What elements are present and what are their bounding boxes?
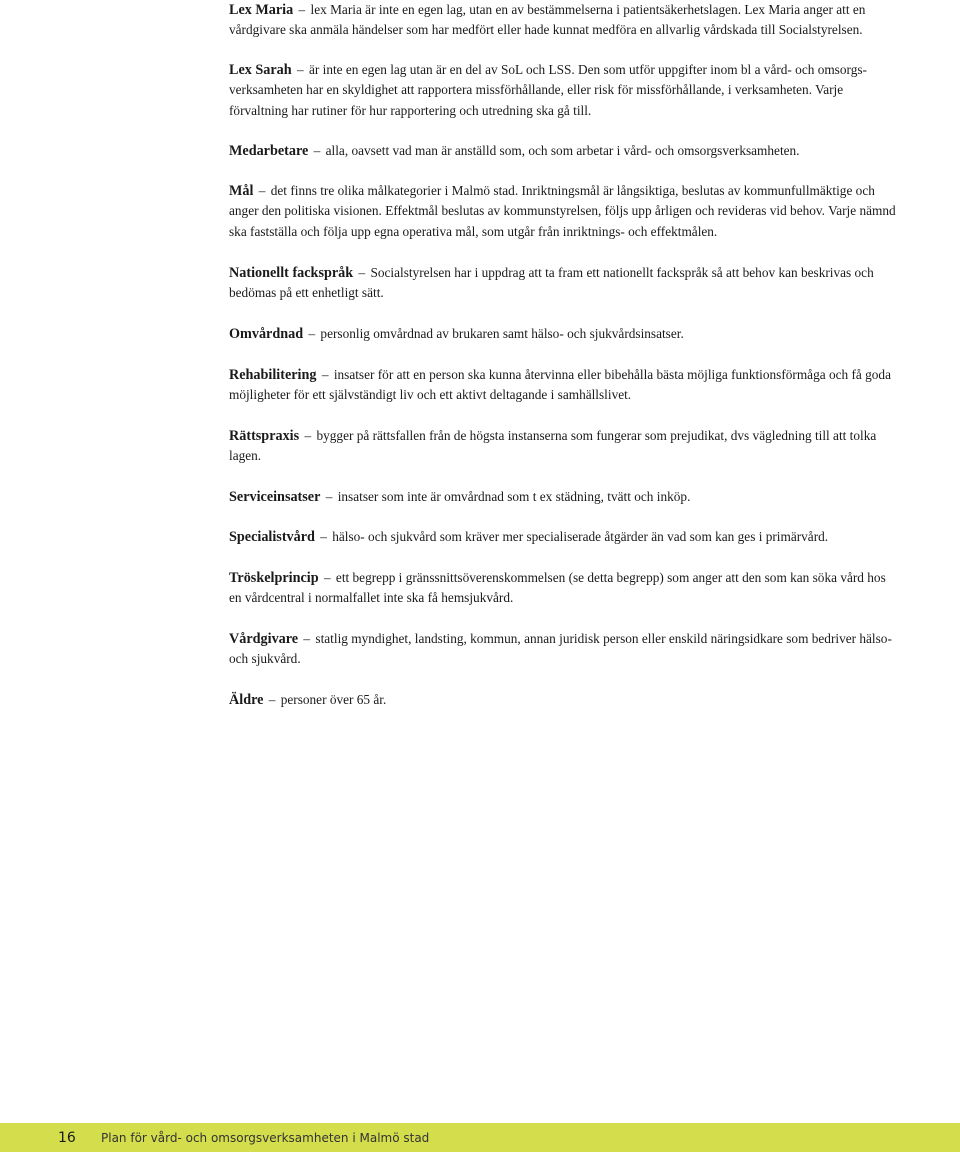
glossary-entry-mal	[229, 181, 899, 242]
term-separator: –	[303, 631, 311, 646]
glossary-term: Medarbetare	[229, 143, 309, 159]
term-separator: –	[325, 489, 333, 504]
glossary-term: Rättspraxis	[229, 428, 300, 444]
glossary-definition: statlig myndighet, landsting, kommun, annan juridisk person eller enskild näringsidkare som bedriver hälso- och sjukvård.	[229, 631, 892, 667]
glossary-entry-specialistvard	[229, 527, 899, 547]
glossary-definition: är inte en egen lag utan är en del av SoL och LSS. Den som utför uppgifter inom bl a vård- och omsorgs-verksamheten har en skyldighet att rapportera missförhållande, eller risk för missförhållande, i verksamheten. Varje förvaltning har rutiner för hur rapportering och utredning ska gå till.	[229, 62, 867, 118]
term-separator: –	[304, 428, 312, 443]
footer-title: Plan för vård- och omsorgsverksamheten i Malmö stad	[101, 1131, 430, 1145]
glossary-definition: lex Maria är inte en egen lag, utan en av bestämmelserna i patientsäkerhetslagen. Lex Maria anger att en vårdgivare ska anmäla händelser som har medfört eller hade kunnat medföra en allvarlig vårdskada till Socialstyrelsen.	[229, 2, 866, 38]
glossary-term: Vårdgivare	[229, 631, 299, 647]
term-separator: –	[258, 183, 266, 198]
page-number: 16	[58, 1130, 76, 1146]
term-separator: –	[358, 265, 366, 280]
term-separator: –	[323, 570, 331, 585]
glossary-entry-omvardnad	[229, 324, 899, 344]
glossary-entry-vardgivare	[229, 629, 899, 670]
glossary-definition: bygger på rättsfallen från de högsta instanserna som fungerar som prejudikat, dvs vägledning till att tolka lagen.	[229, 428, 877, 464]
glossary-entry-lex-maria	[229, 0, 899, 41]
glossary-term: Nationellt fackspråk	[229, 265, 354, 281]
term-separator: –	[298, 2, 306, 17]
glossary-definition: ett begrepp i gränssnittsöverenskommelsen (se detta begrepp) som anger att den som kan söka vård hos en vårdcentral i normalfallet inte ska få hemsjukvård.	[229, 570, 886, 606]
glossary-term: Lex Sarah	[229, 62, 292, 78]
glossary-entry-troskelprincip	[229, 568, 899, 609]
term-separator: –	[320, 529, 327, 544]
glossary-term: Lex Maria	[229, 2, 294, 18]
glossary-term: Rehabilitering	[229, 367, 317, 383]
glossary-definition: det finns tre olika målkategorier i Malmö stad. Inriktningsmål är långsiktiga, beslutas av kommunfullmäktige och anger den politiska visionen. Effektmål beslutas av kommunstyrelsen, följs upp årligen och revideras vid behov. Varje nämnd ska fastställa och följa upp egna operativa mål, som utgår från inriktnings- och effektmålen.	[229, 183, 896, 239]
term-separator: –	[308, 326, 316, 341]
term-separator: –	[297, 62, 304, 77]
glossary-entry-aldre	[229, 690, 899, 710]
glossary-entry-serviceinsatser	[229, 487, 899, 507]
glossary-term: Mål	[229, 183, 254, 199]
glossary-term: Omvårdnad	[229, 326, 304, 342]
glossary-definition: insatser för att en person ska kunna återvinna eller bibehålla bästa möjliga funktionsförmåga och få goda möjligheter för ett självständigt liv och ett aktivt deltagande i samhällslivet.	[229, 367, 891, 403]
glossary-definition: personer över 65 år.	[280, 692, 387, 707]
glossary-term: Tröskelprincip	[229, 570, 319, 586]
glossary-entry-medarbetare	[229, 141, 899, 161]
glossary-entry-rattspraxis	[229, 426, 899, 467]
glossary-entry-nationellt-fackspråk	[229, 263, 899, 304]
glossary-definition: personlig omvårdnad av brukaren samt hälso- och sjukvårdsinsatser.	[320, 326, 684, 341]
term-separator: –	[268, 692, 276, 707]
glossary-definition: alla, oavsett vad man är anställd som, och som arbetar i vård- och omsorgsverksamheten.	[325, 143, 800, 158]
term-separator: –	[313, 143, 321, 158]
term-separator: –	[321, 367, 329, 382]
glossary-definition: Socialstyrelsen har i uppdrag att ta fram ett nationellt fackspråk så att behov kan beskrivas och bedömas på ett enhetligt sätt.	[229, 265, 874, 301]
glossary-term: Äldre	[229, 692, 264, 708]
glossary-term: Specialistvård	[229, 529, 315, 545]
glossary-entry-lex-sarah	[229, 60, 899, 121]
glossary-entry-rehabilitering	[229, 365, 899, 406]
glossary-definition: hälso- och sjukvård som kräver mer specialiserade åtgärder än vad som kan ges i primärvård.	[332, 529, 829, 544]
glossary-definition: insatser som inte är omvårdnad som t ex städning, tvätt och inköp.	[337, 489, 691, 504]
glossary-term: Serviceinsatser	[229, 489, 321, 505]
